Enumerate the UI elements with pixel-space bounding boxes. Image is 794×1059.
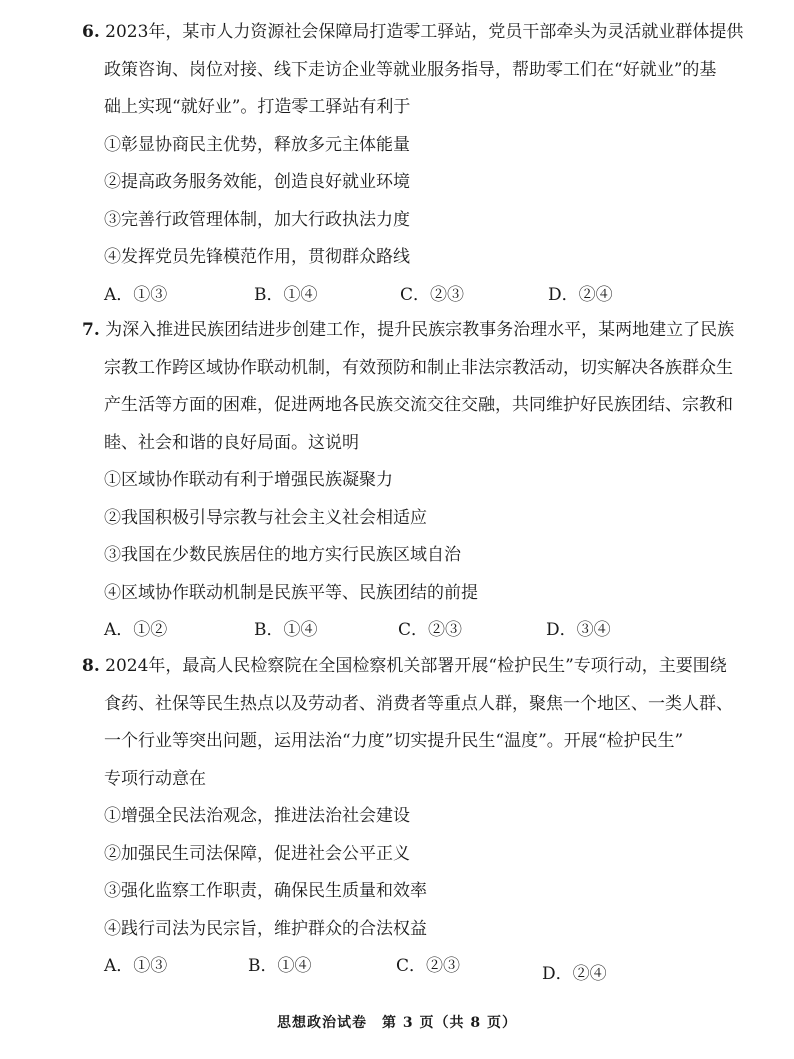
option-item: ②提高政务服务效能，创造良好就业环境	[104, 172, 410, 192]
option-item: ④践行司法为民宗旨，维护群众的合法权益	[104, 918, 427, 939]
stem-line: 础上实现“就好业”。打造零工驿站有利于	[104, 97, 411, 117]
question-stem	[82, 648, 733, 798]
question-7	[82, 312, 735, 649]
question-stem	[82, 14, 744, 127]
stem-line: 专项行动意在	[104, 768, 206, 789]
answer-choices	[82, 277, 722, 314]
question-number: 8.	[82, 656, 100, 676]
choice-d: D．②④	[548, 284, 613, 305]
option-item: ②加强民生司法保障，促进社会公平正义	[104, 843, 410, 864]
choice-b: B．①④	[254, 284, 318, 305]
question-number: 7.	[82, 320, 100, 340]
choice-a: A．①③	[104, 956, 168, 976]
answer-choices	[82, 612, 722, 649]
option-item: ①增强全民法治观念，推进法治社会建设	[104, 806, 410, 826]
page-footer: 思想政治试卷 第 3 页（共 8 页）	[277, 1015, 517, 1031]
option-item: ②我国积极引导宗教与社会主义社会相适应	[104, 507, 427, 528]
question-stem	[82, 312, 735, 462]
choice-b: B．①④	[248, 956, 312, 976]
option-item: ③我国在少数民族居住的地方实行民族区域自治	[104, 545, 461, 565]
question-8	[82, 648, 733, 985]
choice-d: D．③④	[546, 620, 611, 640]
stem-line: 2023年，某市人力资源社会保障局打造零工驿站，党员干部牵头为灵活就业群体提供	[105, 22, 744, 42]
choice-c: C．②③	[400, 284, 465, 305]
question-number: 6.	[82, 22, 100, 42]
choice-c: C．②③	[398, 620, 463, 640]
option-item: ①区域协作联动有利于增强民族凝聚力	[104, 470, 393, 490]
stem-line: 政策咨询、岗位对接、线下走访企业等就业服务指导，帮助零工们在“好就业”的基	[104, 59, 717, 80]
question-6	[82, 14, 744, 314]
stem-line: 2024年，最高人民检察院在全国检察机关部署开展“检护民生”专项行动，主要围绕	[105, 656, 727, 676]
choice-c: C．②③	[396, 956, 461, 976]
option-item: ①彰显协商民主优势，释放多元主体能量	[104, 134, 410, 155]
stem-line: 一个行业等突出问题，运用法治“力度”切实提升民生“温度”。开展“检护民生”	[104, 731, 684, 751]
stem-line: 睦、社会和谐的良好局面。这说明	[104, 432, 359, 453]
choice-d: D．②④	[542, 964, 607, 984]
stem-line: 食药、社保等民生热点以及劳动者、消费者等重点人群，聚焦一个地区、一类人群、	[104, 693, 733, 714]
answer-choices	[82, 948, 722, 985]
option-item: ④发挥党员先锋模范作用，贯彻群众路线	[104, 247, 410, 267]
option-item: ④区域协作联动机制是民族平等、民族团结的前提	[104, 582, 478, 603]
option-item: ③完善行政管理体制，加大行政执法力度	[104, 209, 410, 230]
stem-line: 宗教工作跨区域协作联动机制，有效预防和制止非法宗教活动，切实解决各族群众生	[104, 357, 733, 378]
option-item: ③强化监察工作职责，确保民生质量和效率	[104, 881, 427, 901]
choice-b: B．①④	[254, 620, 318, 640]
choice-a: A．①②	[104, 620, 168, 640]
stem-line: 产生活等方面的困难，促进两地各民族交流交往交融，共同维护好民族团结、宗教和	[104, 395, 733, 415]
choice-a: A．①③	[104, 284, 168, 305]
stem-line: 为深入推进民族团结进步创建工作，提升民族宗教事务治理水平，某两地建立了民族	[105, 320, 735, 340]
